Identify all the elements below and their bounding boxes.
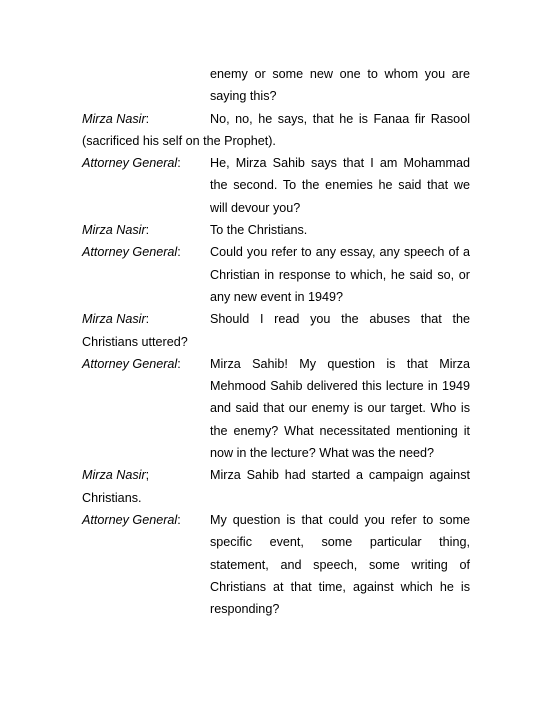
transcript-entry [82, 353, 470, 464]
speaker-name: Attorney General [82, 356, 178, 371]
speech-text: Mirza Sahib had started a campaign against Christians. [82, 468, 470, 505]
speaker-punct: : [177, 245, 181, 260]
continued-speech: enemy or some new one to whom you are saying this? [210, 67, 470, 104]
transcript-entry [82, 509, 470, 620]
transcript-entry [82, 108, 470, 153]
speech-text: To the Christians. [210, 223, 308, 238]
speaker-punct: : [177, 512, 181, 527]
speaker-name: Attorney General [82, 156, 178, 171]
speech-text: He, Mirza Sahib says that I am Mohammad the second. To the enemies he said that we will devour you? [210, 156, 470, 215]
speaker-punct: : [177, 356, 181, 371]
speaker-punct: : [145, 111, 150, 126]
speaker-punct: ; [145, 468, 150, 483]
transcript-entry [82, 219, 470, 241]
speech-text: No, no, he says, that he is Fanaa fir Rasool (sacrificed his self on the Prophet). [82, 111, 470, 148]
speech-text: Mirza Sahib! My question is that Mirza Mehmood Sahib delivered this lecture in 1949 and said that our enemy is our target. Who is the enemy? What necessitated mentioning it now in the lecture? What was the need? [210, 356, 470, 461]
speaker-name: Mirza Nasir [82, 223, 146, 238]
transcript-entry [82, 464, 470, 509]
speaker-name: Attorney General [82, 245, 178, 260]
speaker-punct: : [145, 223, 150, 238]
transcript-entry [82, 152, 470, 219]
speech-text: Could you refer to any essay, any speech of a Christian in response to which, he said so, or any new event in 1949? [210, 245, 470, 304]
speaker-name: Mirza Nasir [82, 468, 146, 483]
speaker-name: Mirza Nasir [82, 111, 146, 126]
speaker-name: Attorney General [82, 512, 178, 527]
transcript-entry [82, 308, 470, 353]
speaker-punct: : [145, 312, 150, 327]
speaker-name: Mirza Nasir [82, 312, 146, 327]
transcript-body [82, 63, 470, 620]
speech-text: My question is that could you refer to some specific event, some particular thing, statement, and speech, some writing of Christians at that time, against which he is responding? [210, 512, 470, 617]
speech-text: Should I read you the abuses that the Christians uttered? [82, 312, 470, 349]
transcript-entry [82, 241, 470, 308]
speaker-punct: : [177, 156, 181, 171]
